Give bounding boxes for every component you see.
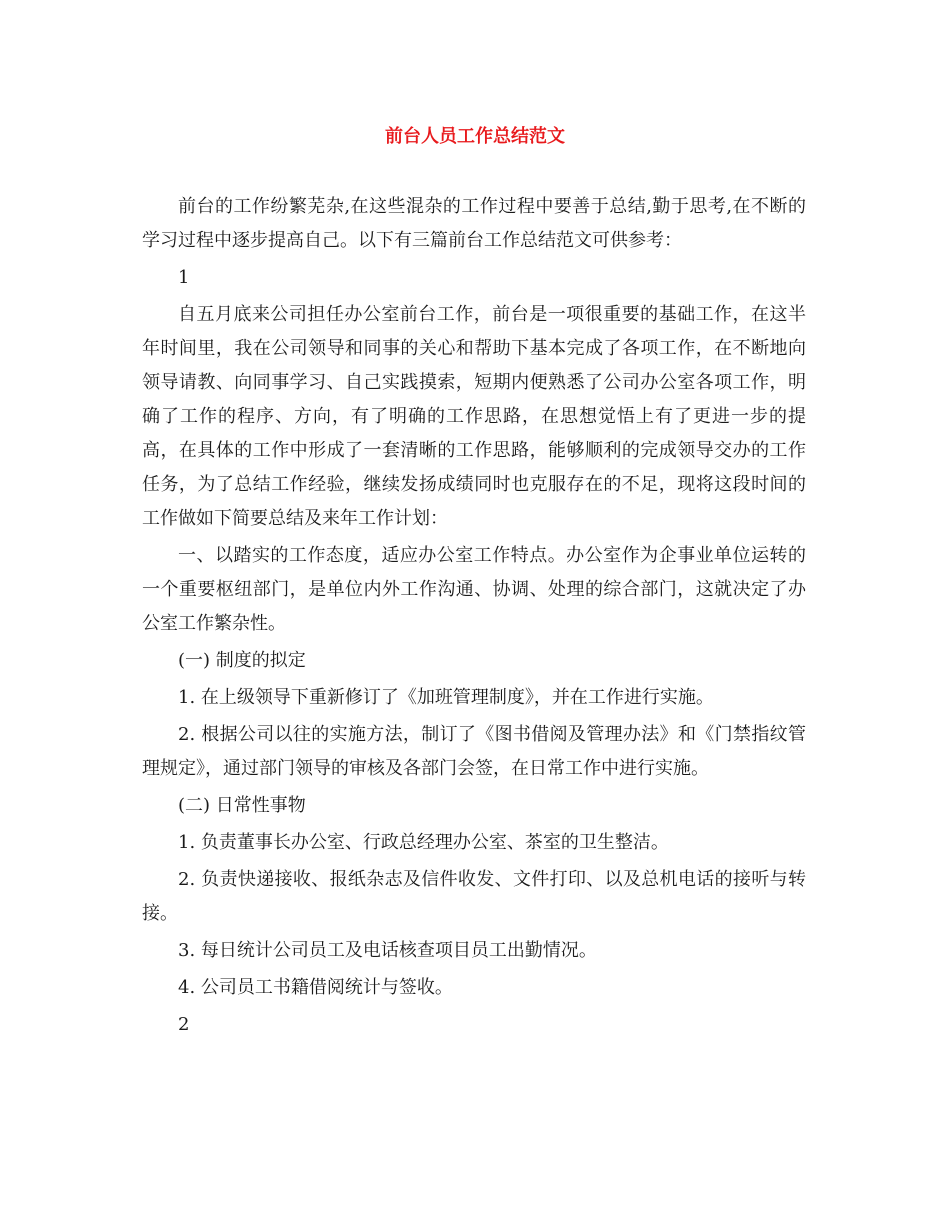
subheading-daily: (二) 日常性事物 (178, 795, 306, 816)
list-item-rules-2: 2. 根据公司以往的实施方法，制订了《图书借阅及管理办法》和《门禁指纹管理规定》，通过部门领导的审核及各部门会签，在日常工作中进行实施。 (142, 724, 806, 779)
section-number-1: 1 (178, 267, 190, 288)
paragraph-intro: 前台的工作纷繁芜杂,在这些混杂的工作过程中要善于总结,勤于思考,在不断的学习过程中逐步提高自己。以下有三篇前台工作总结范文可供参考： (142, 196, 806, 251)
list-item-daily-2: 2. 负责快递接收、报纸杂志及信件收发、文件打印、以及总机电话的接听与转接。 (142, 869, 806, 924)
list-item-daily-1: 1. 负责董事长办公室、行政总经理办公室、茶室的卫生整洁。 (178, 832, 669, 853)
document-title: 前台人员工作总结范文 (385, 126, 565, 147)
list-item-daily-4: 4. 公司员工书籍借阅统计与签收。 (178, 977, 453, 998)
document-body (142, 190, 806, 1045)
list-item-rules-1: 1. 在上级领导下重新修订了《加班管理制度》，并在工作进行实施。 (178, 687, 714, 708)
section-number-2: 2 (178, 1014, 190, 1035)
paragraph-summary: 自五月底来公司担任办公室前台工作，前台是一项很重要的基础工作，在这半年时间里，我在公司领导和同事的关心和帮助下基本完成了各项工作，在不断地向领导请教、向同事学习、自己实践摸索，短期内便熟悉了公司办公室各项工作，明确了工作的程序、方向，有了明确的工作思路，在思想觉悟上有了更进一步的提高，在具体的工作中形成了一套清晰的工作思路，能够顺利的完成领导交办的工作任务，为了总结工作经验，继续发扬成绩同时也克服存在的不足，现将这段时间的工作做如下简要总结及来年工作计划： (142, 304, 806, 529)
list-item-daily-3: 3. 每日统计公司员工及电话核查项目员工出勤情况。 (178, 940, 597, 961)
subheading-rules: (一) 制度的拟定 (178, 650, 306, 671)
paragraph-heading-1: 一、以踏实的工作态度，适应办公室工作特点。办公室作为企事业单位运转的一个重要枢纽部门，是单位内外工作沟通、协调、处理的综合部门，这就决定了办公室工作繁杂性。 (142, 545, 806, 634)
